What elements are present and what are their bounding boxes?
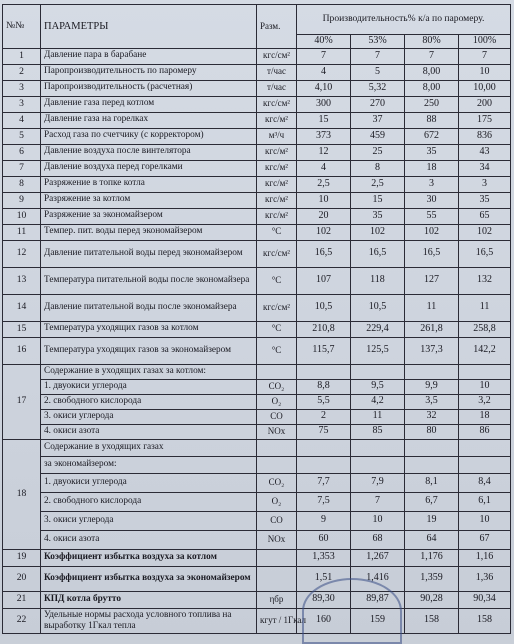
row-number: 15 bbox=[3, 321, 41, 337]
value-cell: 12 bbox=[297, 144, 351, 160]
value-cell: 30 bbox=[405, 192, 459, 208]
header-unit: Разм. bbox=[257, 5, 297, 49]
unit-cell bbox=[257, 566, 297, 591]
parameter-name: 1. двуокиси углерода bbox=[41, 473, 257, 492]
value-cell: 88 bbox=[405, 112, 459, 128]
table-row bbox=[3, 530, 511, 549]
table-row bbox=[3, 566, 511, 591]
value-cell: 7 bbox=[351, 48, 405, 64]
unit-cell: кгс/м² bbox=[257, 208, 297, 224]
parameters-table bbox=[2, 4, 511, 634]
value-cell: 672 bbox=[405, 128, 459, 144]
header-pct-53: 53% bbox=[351, 35, 405, 49]
unit-cell: °C bbox=[257, 337, 297, 364]
table-row bbox=[3, 64, 511, 80]
value-cell: 65 bbox=[459, 208, 511, 224]
parameter-name: Коэффициент избытка воздуха за экономайзером bbox=[41, 566, 257, 591]
value-cell: 127 bbox=[405, 267, 459, 294]
value-cell: 118 bbox=[351, 267, 405, 294]
unit-cell: кгс/см² bbox=[257, 294, 297, 321]
value-cell: 2 bbox=[297, 409, 351, 424]
value-cell: 1,176 bbox=[405, 549, 459, 566]
value-cell: 836 bbox=[459, 128, 511, 144]
row-number: 8 bbox=[3, 176, 41, 192]
value-cell: 9,9 bbox=[405, 379, 459, 394]
unit-cell: кгс/см² bbox=[257, 240, 297, 267]
value-cell: 7,5 bbox=[297, 492, 351, 511]
value-cell: 270 bbox=[351, 96, 405, 112]
parameter-name: 3. окиси углерода bbox=[41, 511, 257, 530]
value-cell bbox=[459, 439, 511, 456]
value-cell: 4 bbox=[297, 160, 351, 176]
value-cell: 1,353 bbox=[297, 549, 351, 566]
value-cell: 32 bbox=[405, 409, 459, 424]
row-number: 1 bbox=[3, 48, 41, 64]
value-cell: 35 bbox=[405, 144, 459, 160]
row-number: 7 bbox=[3, 160, 41, 176]
parameter-name: Разряжение за экономайзером bbox=[41, 208, 257, 224]
table-row bbox=[3, 337, 511, 364]
value-cell: 67 bbox=[459, 530, 511, 549]
header-pct-80: 80% bbox=[405, 35, 459, 49]
parameter-name: Давление питательной воды перед экономайзером bbox=[41, 240, 257, 267]
table-row bbox=[3, 473, 511, 492]
value-cell: 10,5 bbox=[297, 294, 351, 321]
row-number: 9 bbox=[3, 192, 41, 208]
parameter-name: Разряжение за котлом bbox=[41, 192, 257, 208]
value-cell: 10 bbox=[459, 511, 511, 530]
unit-cell: O₂ bbox=[257, 394, 297, 409]
unit-cell: кгс/м² bbox=[257, 144, 297, 160]
parameter-name: Давление газа перед котлом bbox=[41, 96, 257, 112]
value-cell: 10,00 bbox=[459, 80, 511, 96]
section-title: Содержание в уходящих газах bbox=[41, 439, 257, 456]
value-cell: 1,267 bbox=[351, 549, 405, 566]
row-number: 5 bbox=[3, 128, 41, 144]
value-cell: 7 bbox=[405, 48, 459, 64]
value-cell: 89,87 bbox=[351, 591, 405, 608]
table-row bbox=[3, 294, 511, 321]
unit-cell bbox=[257, 439, 297, 456]
value-cell: 15 bbox=[297, 112, 351, 128]
unit-cell bbox=[257, 549, 297, 566]
header-num: №№ bbox=[3, 5, 41, 49]
value-cell: 1,359 bbox=[405, 566, 459, 591]
value-cell: 158 bbox=[405, 608, 459, 633]
value-cell: 80 bbox=[405, 424, 459, 439]
value-cell: 459 bbox=[351, 128, 405, 144]
row-number: 20 bbox=[3, 566, 41, 591]
section-row bbox=[3, 364, 511, 379]
table-row bbox=[3, 549, 511, 566]
parameter-name: Коэффициент избытка воздуха за котлом bbox=[41, 549, 257, 566]
section-row bbox=[3, 439, 511, 456]
parameter-name: 1. двуокиси углерода bbox=[41, 379, 257, 394]
table-row bbox=[3, 192, 511, 208]
value-cell: 132 bbox=[459, 267, 511, 294]
parameter-name: Давление пара в барабане bbox=[41, 48, 257, 64]
value-cell: 10 bbox=[351, 511, 405, 530]
row-number: 14 bbox=[3, 294, 41, 321]
table-row bbox=[3, 608, 511, 633]
unit-cell: CO bbox=[257, 511, 297, 530]
unit-cell: CO₂ bbox=[257, 379, 297, 394]
table-row bbox=[3, 424, 511, 439]
table-row bbox=[3, 224, 511, 240]
value-cell: 8 bbox=[351, 160, 405, 176]
parameter-name: Паропроизводительность (расчетная) bbox=[41, 80, 257, 96]
section-title: Содержание в уходящих газах за котлом: bbox=[41, 364, 257, 379]
value-cell: 1,36 bbox=[459, 566, 511, 591]
value-cell bbox=[405, 456, 459, 473]
value-cell: 5 bbox=[351, 64, 405, 80]
parameters-body bbox=[3, 48, 511, 633]
value-cell: 175 bbox=[459, 112, 511, 128]
row-number: 12 bbox=[3, 240, 41, 267]
row-number: 19 bbox=[3, 549, 41, 566]
parameter-name: 2. свободного кислорода bbox=[41, 394, 257, 409]
row-number: 16 bbox=[3, 337, 41, 364]
value-cell: 18 bbox=[405, 160, 459, 176]
value-cell: 8,8 bbox=[297, 379, 351, 394]
parameter-name: 4. окиси азота bbox=[41, 530, 257, 549]
unit-cell: °C bbox=[257, 224, 297, 240]
value-cell: 43 bbox=[459, 144, 511, 160]
value-cell: 60 bbox=[297, 530, 351, 549]
value-cell: 25 bbox=[351, 144, 405, 160]
parameter-name: Температура уходящих газов за экономайзером bbox=[41, 337, 257, 364]
table-row bbox=[3, 144, 511, 160]
value-cell: 16,5 bbox=[405, 240, 459, 267]
value-cell: 9,5 bbox=[351, 379, 405, 394]
header-parameters: ПАРАМЕТРЫ bbox=[41, 5, 257, 49]
value-cell bbox=[297, 364, 351, 379]
value-cell: 7 bbox=[351, 492, 405, 511]
value-cell: 10 bbox=[297, 192, 351, 208]
unit-cell: NOx bbox=[257, 424, 297, 439]
value-cell: 11 bbox=[405, 294, 459, 321]
value-cell: 86 bbox=[459, 424, 511, 439]
value-cell: 10 bbox=[459, 379, 511, 394]
table-row bbox=[3, 267, 511, 294]
value-cell: 7,9 bbox=[351, 473, 405, 492]
unit-cell: кгс/м² bbox=[257, 112, 297, 128]
parameter-name: КПД котла брутто bbox=[41, 591, 257, 608]
parameter-name: Разряжение в топке котла bbox=[41, 176, 257, 192]
value-cell: 16,5 bbox=[351, 240, 405, 267]
table-row bbox=[3, 321, 511, 337]
value-cell: 250 bbox=[405, 96, 459, 112]
parameter-name: Температура питательной воды после экономайзера bbox=[41, 267, 257, 294]
value-cell: 158 bbox=[459, 608, 511, 633]
table-row bbox=[3, 112, 511, 128]
value-cell: 3,2 bbox=[459, 394, 511, 409]
value-cell bbox=[351, 439, 405, 456]
section-number: 18 bbox=[3, 439, 41, 549]
value-cell bbox=[297, 439, 351, 456]
value-cell: 64 bbox=[405, 530, 459, 549]
value-cell bbox=[351, 456, 405, 473]
table-row bbox=[3, 409, 511, 424]
value-cell: 8,1 bbox=[405, 473, 459, 492]
section-number: 17 bbox=[3, 364, 41, 439]
value-cell: 11 bbox=[351, 409, 405, 424]
value-cell: 373 bbox=[297, 128, 351, 144]
value-cell: 7 bbox=[297, 48, 351, 64]
value-cell: 8,00 bbox=[405, 80, 459, 96]
value-cell: 9 bbox=[297, 511, 351, 530]
unit-cell: м³/ч bbox=[257, 128, 297, 144]
table-row bbox=[3, 492, 511, 511]
table-row bbox=[3, 128, 511, 144]
value-cell: 102 bbox=[297, 224, 351, 240]
parameter-name: Давление питательной воды после экономайзера bbox=[41, 294, 257, 321]
value-cell: 19 bbox=[405, 511, 459, 530]
value-cell: 5,32 bbox=[351, 80, 405, 96]
table-row bbox=[3, 394, 511, 409]
table-row bbox=[3, 176, 511, 192]
row-number: 11 bbox=[3, 224, 41, 240]
unit-cell: т/час bbox=[257, 64, 297, 80]
value-cell: 2,5 bbox=[297, 176, 351, 192]
unit-cell: CO bbox=[257, 409, 297, 424]
value-cell: 3 bbox=[405, 176, 459, 192]
value-cell: 11 bbox=[459, 294, 511, 321]
value-cell bbox=[405, 364, 459, 379]
value-cell: 8,4 bbox=[459, 473, 511, 492]
parameter-name: Давление воздуха перед горелками bbox=[41, 160, 257, 176]
row-number: 3 bbox=[3, 96, 41, 112]
value-cell bbox=[459, 456, 511, 473]
value-cell bbox=[459, 364, 511, 379]
value-cell: 200 bbox=[459, 96, 511, 112]
header-pct-40: 40% bbox=[297, 35, 351, 49]
unit-cell: кгс/м² bbox=[257, 160, 297, 176]
value-cell: 3 bbox=[459, 176, 511, 192]
value-cell: 258,8 bbox=[459, 321, 511, 337]
row-number: 2 bbox=[3, 64, 41, 80]
table-row bbox=[3, 240, 511, 267]
row-number: 10 bbox=[3, 208, 41, 224]
value-cell: 18 bbox=[459, 409, 511, 424]
value-cell: 6,1 bbox=[459, 492, 511, 511]
table-row bbox=[3, 591, 511, 608]
unit-cell: CO₂ bbox=[257, 473, 297, 492]
value-cell: 229,4 bbox=[351, 321, 405, 337]
unit-cell bbox=[257, 456, 297, 473]
value-cell: 55 bbox=[405, 208, 459, 224]
value-cell: 210,8 bbox=[297, 321, 351, 337]
value-cell: 3,5 bbox=[405, 394, 459, 409]
value-cell: 8,00 bbox=[405, 64, 459, 80]
table-row bbox=[3, 48, 511, 64]
unit-cell: °C bbox=[257, 267, 297, 294]
value-cell: 34 bbox=[459, 160, 511, 176]
value-cell: 5,5 bbox=[297, 394, 351, 409]
row-number: 22 bbox=[3, 608, 41, 633]
parameter-name: Паропроизводительность по паромеру bbox=[41, 64, 257, 80]
parameter-name: Давление газа на горелках bbox=[41, 112, 257, 128]
value-cell: 1,51 bbox=[297, 566, 351, 591]
value-cell bbox=[405, 439, 459, 456]
header-pct-100: 100% bbox=[459, 35, 511, 49]
value-cell bbox=[297, 456, 351, 473]
section-row bbox=[3, 456, 511, 473]
row-number: 13 bbox=[3, 267, 41, 294]
value-cell: 6,7 bbox=[405, 492, 459, 511]
parameter-name: 3. окиси углерода bbox=[41, 409, 257, 424]
value-cell: 2,5 bbox=[351, 176, 405, 192]
value-cell: 68 bbox=[351, 530, 405, 549]
value-cell: 107 bbox=[297, 267, 351, 294]
value-cell: 102 bbox=[405, 224, 459, 240]
unit-cell: NOx bbox=[257, 530, 297, 549]
value-cell: 115,7 bbox=[297, 337, 351, 364]
unit-cell: ηбр bbox=[257, 591, 297, 608]
value-cell: 160 bbox=[297, 608, 351, 633]
value-cell: 125,5 bbox=[351, 337, 405, 364]
value-cell: 1,16 bbox=[459, 549, 511, 566]
parameter-name: Температура уходящих газов за котлом bbox=[41, 321, 257, 337]
parameter-name: 4. окиси азота bbox=[41, 424, 257, 439]
unit-cell bbox=[257, 364, 297, 379]
parameter-name: Давление воздуха после винтелятора bbox=[41, 144, 257, 160]
row-number: 21 bbox=[3, 591, 41, 608]
unit-cell: °C bbox=[257, 321, 297, 337]
value-cell: 102 bbox=[459, 224, 511, 240]
unit-cell: кгут / 1Гкал bbox=[257, 608, 297, 633]
value-cell: 10 bbox=[459, 64, 511, 80]
value-cell: 89,30 bbox=[297, 591, 351, 608]
unit-cell: кгс/см² bbox=[257, 48, 297, 64]
value-cell: 75 bbox=[297, 424, 351, 439]
value-cell: 10,5 bbox=[351, 294, 405, 321]
table-row bbox=[3, 511, 511, 530]
value-cell: 16,5 bbox=[459, 240, 511, 267]
unit-cell: кгс/см² bbox=[257, 96, 297, 112]
value-cell: 4,2 bbox=[351, 394, 405, 409]
value-cell: 35 bbox=[351, 208, 405, 224]
value-cell: 35 bbox=[459, 192, 511, 208]
parameter-name: 2. свободного кислорода bbox=[41, 492, 257, 511]
value-cell: 16,5 bbox=[297, 240, 351, 267]
unit-cell: кгс/м² bbox=[257, 192, 297, 208]
row-number: 3 bbox=[3, 80, 41, 96]
parameter-name: Темпер. пит. воды перед экономайзером bbox=[41, 224, 257, 240]
value-cell: 102 bbox=[351, 224, 405, 240]
header-productivity: Производительность% к/а по паромеру. bbox=[297, 5, 511, 35]
row-number: 6 bbox=[3, 144, 41, 160]
value-cell: 4,10 bbox=[297, 80, 351, 96]
unit-cell: O₂ bbox=[257, 492, 297, 511]
parameter-name: Удельные нормы расхода условного топлива на выработку 1Гкал тепла bbox=[41, 608, 257, 633]
value-cell: 7 bbox=[459, 48, 511, 64]
value-cell: 90,28 bbox=[405, 591, 459, 608]
value-cell: 159 bbox=[351, 608, 405, 633]
value-cell: 1,416 bbox=[351, 566, 405, 591]
value-cell: 142,2 bbox=[459, 337, 511, 364]
value-cell: 20 bbox=[297, 208, 351, 224]
table-row bbox=[3, 96, 511, 112]
value-cell: 137,3 bbox=[405, 337, 459, 364]
unit-cell: т/час bbox=[257, 80, 297, 96]
value-cell bbox=[351, 364, 405, 379]
table-row bbox=[3, 379, 511, 394]
value-cell: 4 bbox=[297, 64, 351, 80]
value-cell: 85 bbox=[351, 424, 405, 439]
row-number: 4 bbox=[3, 112, 41, 128]
table-row bbox=[3, 208, 511, 224]
value-cell: 90,34 bbox=[459, 591, 511, 608]
value-cell: 261,8 bbox=[405, 321, 459, 337]
unit-cell: кгс/м² bbox=[257, 176, 297, 192]
value-cell: 300 bbox=[297, 96, 351, 112]
section-title-cont: за экономайзером: bbox=[41, 456, 257, 473]
parameter-name: Расход газа по счетчику (с корректором) bbox=[41, 128, 257, 144]
table-row bbox=[3, 160, 511, 176]
value-cell: 7,7 bbox=[297, 473, 351, 492]
table-row bbox=[3, 80, 511, 96]
value-cell: 37 bbox=[351, 112, 405, 128]
value-cell: 15 bbox=[351, 192, 405, 208]
